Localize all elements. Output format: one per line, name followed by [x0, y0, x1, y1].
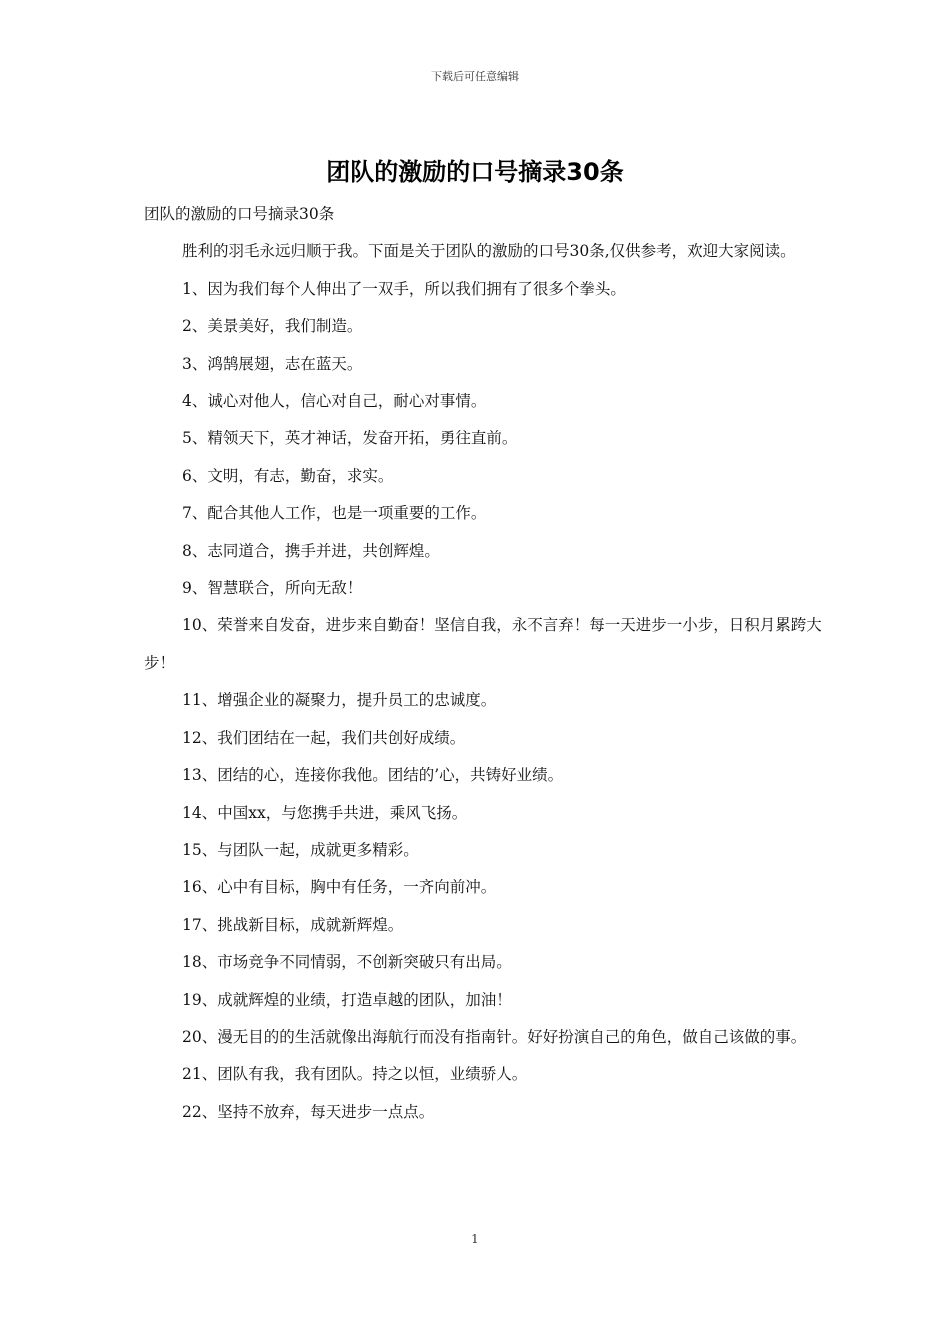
list-item: 11、增强企业的凝聚力，提升员工的忠诚度。	[182, 691, 497, 710]
document-title: 团队的激励的口号摘录30条	[326, 158, 624, 186]
list-item: 18、市场竞争不同情弱，不创新突破只有出局。	[182, 953, 512, 972]
list-item: 2、美景美好，我们制造。	[182, 317, 363, 336]
list-item: 19、成就辉煌的业绩，打造卓越的团队，加油！	[182, 990, 512, 1009]
list-item: 9、智慧联合，所向无敌！	[182, 579, 363, 598]
document-subtitle: 团队的激励的口号摘录30条	[144, 205, 335, 223]
list-item: 8、志同道合，携手并进，共创辉煌。	[182, 541, 440, 560]
document-body	[144, 196, 824, 1131]
list-item: 3、鸿鹄展翅，志在蓝天。	[182, 354, 363, 373]
list-item: 4、诚心对他人，信心对自己，耐心对事情。	[182, 392, 487, 411]
page-header: 下载后可任意编辑	[431, 70, 519, 83]
list-item: 10、荣誉来自发奋，进步来自勤奋！坚信自我，永不言弃！每一天进步一小步，日积月累跨大步！	[144, 616, 822, 672]
list-item: 15、与团队一起，成就更多精彩。	[182, 840, 419, 859]
list-item: 7、配合其他人工作，也是一项重要的工作。	[182, 504, 487, 523]
list-item: 14、中国xx，与您携手共进，乘风飞扬。	[182, 803, 468, 822]
list-item: 17、挑战新目标，成就新辉煌。	[182, 915, 404, 934]
list-item: 5、精领天下，英才神话，发奋开拓，勇往直前。	[182, 429, 518, 448]
list-item: 22、坚持不放弃，每天进步一点点。	[182, 1102, 435, 1121]
list-item: 13、团结的心，连接你我他。团结的’心，共铸好业绩。	[182, 766, 564, 785]
list-item: 1、因为我们每个人伸出了一双手，所以我们拥有了很多个拳头。	[182, 279, 626, 298]
list-item: 20、漫无目的的生活就像出海航行而没有指南针。好好扮演自己的角色，做自己该做的事。	[182, 1027, 807, 1046]
intro-paragraph: 胜利的羽毛永远归顺于我。下面是关于团队的激励的口号30条,仅供参考，欢迎大家阅读。	[182, 242, 796, 261]
list-item: 6、文明，有志，勤奋，求实。	[182, 466, 394, 485]
list-item: 12、我们团结在一起，我们共创好成绩。	[182, 728, 466, 747]
page-number: 1	[471, 1232, 479, 1246]
list-item: 16、心中有目标，胸中有任务，一齐向前冲。	[182, 878, 497, 897]
list-item: 21、团队有我，我有团队。持之以恒，业绩骄人。	[182, 1065, 528, 1084]
